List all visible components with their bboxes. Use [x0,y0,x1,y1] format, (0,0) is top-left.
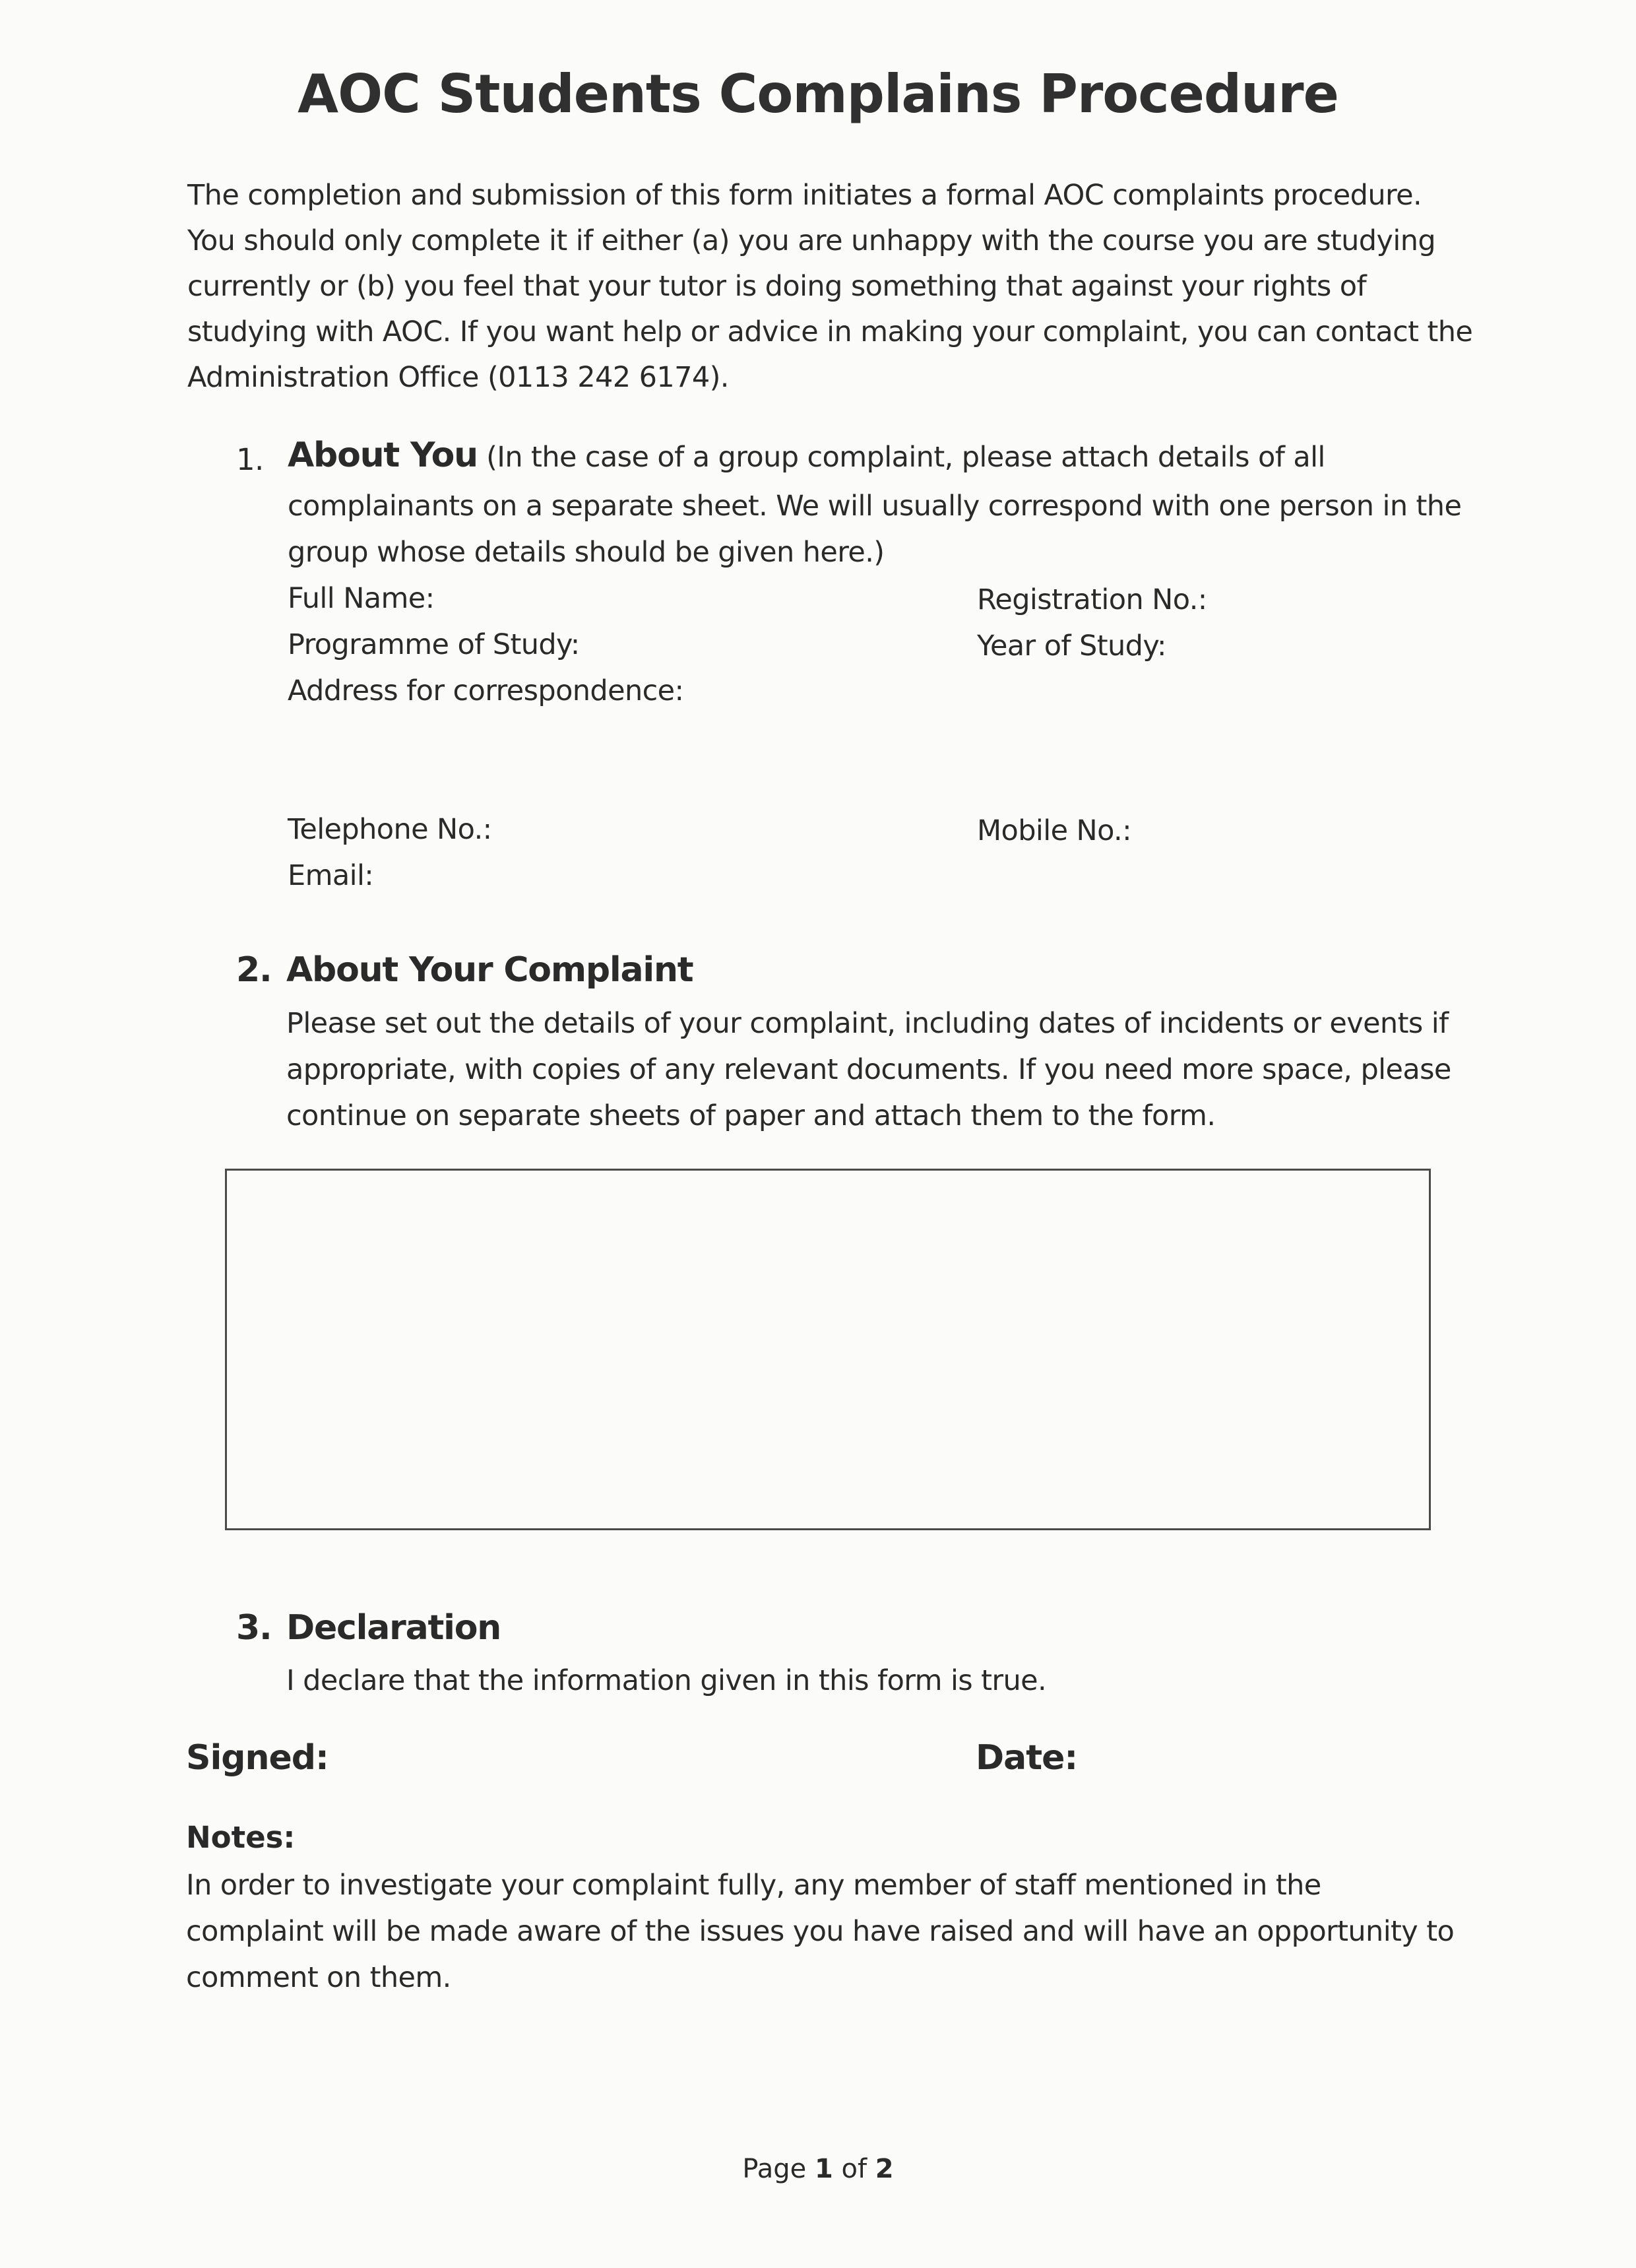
year-label: Year of Study: [977,630,1166,663]
section-1-note-line: complainants on a separate sheet. We will usually correspond with one person in the [288,490,1462,523]
section-1-note-line: group whose details should be given here.) [288,536,885,569]
registration-no-label: Registration No.: [977,583,1207,616]
notes-line: comment on them. [186,1961,451,1994]
section-2-line: Please set out the details of your complaint, including dates of incidents or events if [286,1007,1449,1040]
email-label: Email: [288,859,374,892]
section-3-number: 3. [236,1608,272,1648]
intro-line: Administration Office (0113 242 6174). [187,361,729,394]
declaration-text: I declare that the information given in this form is true. [286,1664,1047,1697]
section-1-heading-line [288,436,1325,475]
section-2-instructions [286,1000,1451,1139]
page-current: 1 [814,2154,833,2184]
section-3-heading: Declaration [286,1608,501,1648]
intro-line: You should only complete it if either (a) you are unhappy with the course you are studying [187,224,1436,257]
full-name-label: Full Name: [288,582,435,615]
of-word: of [841,2154,867,2184]
section-1-heading: About You [288,436,478,475]
page-word: Page [742,2154,807,2184]
notes-text [186,1862,1454,2001]
mobile-label: Mobile No.: [977,814,1131,847]
signed-label: Signed: [186,1738,329,1778]
page-total: 2 [875,2154,894,2184]
page-number [0,2154,1636,2184]
intro-line: currently or (b) you feel that your tutor is doing something that against your rights of [187,270,1367,303]
section-2-line: appropriate, with copies of any relevant documents. If you need more space, please [286,1053,1451,1086]
notes-line: complaint will be made aware of the issues you have raised and will have an opportunity to [186,1915,1455,1948]
section-1-number: 1. [236,442,264,477]
notes-line: In order to investigate your complaint fully, any member of staff mentioned in the [186,1869,1321,1902]
section-1-note: (In the case of a group complaint, please attach details of all [486,441,1325,474]
complaint-details-box[interactable] [225,1169,1431,1530]
date-label: Date: [976,1738,1078,1778]
intro-paragraph [187,173,1473,401]
notes-heading: Notes: [186,1820,296,1855]
page-title: AOC Students Complains Procedure [298,63,1338,125]
address-label: Address for correspondence: [288,674,684,707]
section-2-heading: About Your Complaint [286,950,693,990]
programme-label: Programme of Study: [288,628,580,661]
section-2-line: continue on separate sheets of paper and attach them to the form. [286,1099,1216,1132]
telephone-label: Telephone No.: [288,813,492,846]
intro-line: The completion and submission of this form initiates a formal AOC complaints procedure. [187,179,1422,212]
intro-line: studying with AOC. If you want help or advice in making your complaint, you can contact the [187,315,1473,348]
section-2-number: 2. [236,950,272,990]
